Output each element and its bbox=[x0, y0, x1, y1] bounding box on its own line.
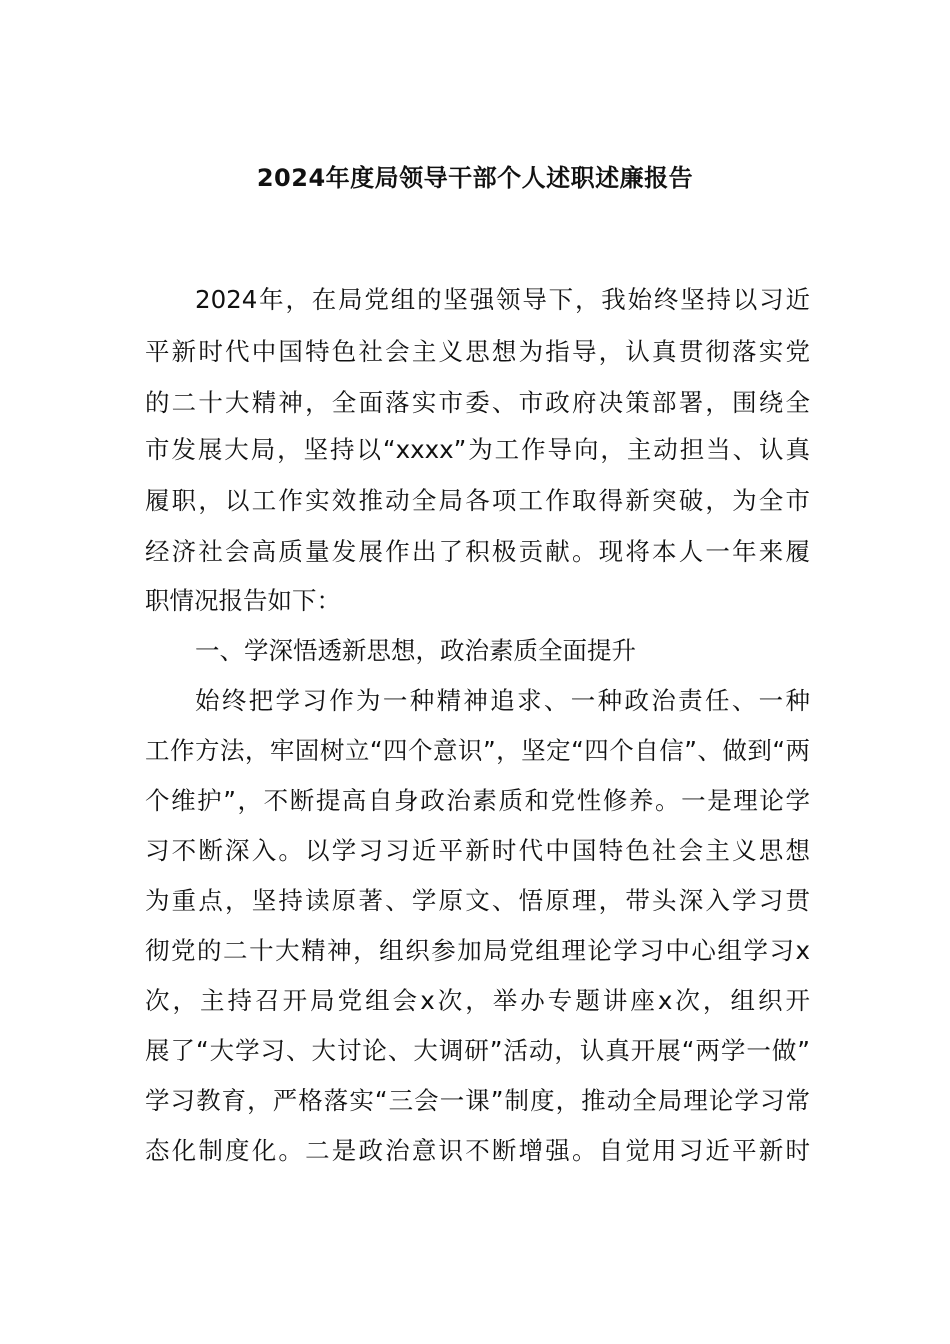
paragraph-line: 经济社会高质量发展作出了积极贡献。现将本人一年来履 bbox=[145, 537, 810, 566]
paragraph-line: 展了“大学习、大讨论、大调研”活动，认真开展“两学一做” bbox=[145, 1036, 810, 1065]
paragraph-line: 态化制度化。二是政治意识不断增强。自觉用习近平新时 bbox=[145, 1136, 810, 1165]
paragraph-line: 工作方法，牢固树立“四个意识”，坚定“四个自信”、做到“两 bbox=[145, 736, 810, 765]
document-title: 2024年度局领导干部个人述职述廉报告 bbox=[256, 164, 694, 192]
paragraph-line: 的二十大精神，全面落实市委、市政府决策部署，围绕全 bbox=[145, 388, 810, 417]
paragraph-line: 次，主持召开局党组会x次，举办专题讲座x次，组织开 bbox=[145, 986, 810, 1015]
paragraph-line: 始终把学习作为一种精神追求、一种政治责任、一种 bbox=[195, 686, 810, 715]
paragraph-line: 市发展大局，坚持以“xxxx”为工作导向，主动担当、认真 bbox=[145, 435, 810, 464]
paragraph-line: 为重点，坚持读原著、学原文、悟原理，带头深入学习贯 bbox=[145, 886, 810, 915]
paragraph-line: 履职，以工作实效推动全局各项工作取得新突破，为全市 bbox=[145, 486, 810, 515]
paragraph-line: 学习教育，严格落实“三会一课”制度，推动全局理论学习常 bbox=[145, 1086, 810, 1115]
paragraph-line: 彻党的二十大精神，组织参加局党组理论学习中心组学习x bbox=[145, 936, 810, 965]
paragraph-line: 习不断深入。以学习习近平新时代中国特色社会主义思想 bbox=[145, 836, 810, 865]
paragraph-line: 职情况报告如下： bbox=[145, 586, 341, 615]
section-heading: 一、学深悟透新思想，政治素质全面提升 bbox=[195, 636, 636, 665]
paragraph-line: 平新时代中国特色社会主义思想为指导，认真贯彻落实党 bbox=[145, 337, 810, 366]
paragraph-line: 2024年，在局党组的坚强领导下，我始终坚持以习近 bbox=[195, 285, 810, 314]
paragraph-line: 个维护”，不断提高自身政治素质和党性修养。一是理论学 bbox=[145, 786, 810, 815]
